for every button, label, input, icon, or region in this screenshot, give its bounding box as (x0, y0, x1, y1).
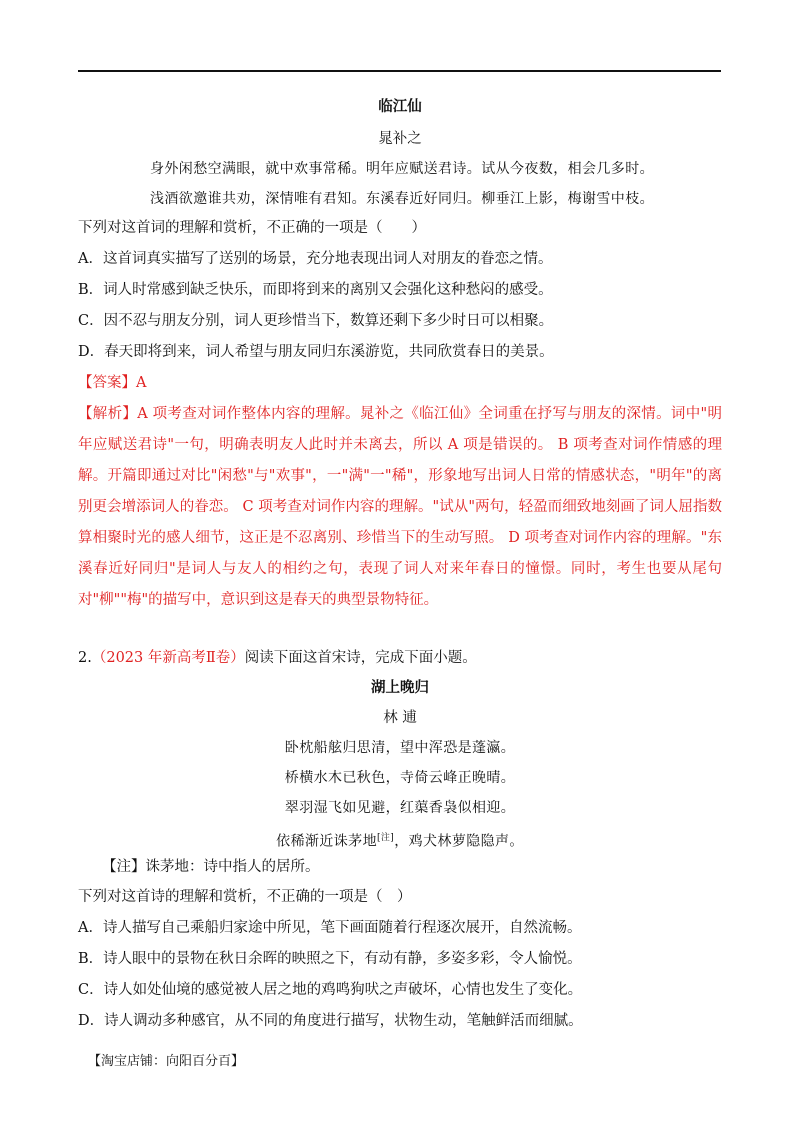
poem-line: 桥横水木已秋色，寺倚云峰正晚晴。 (284, 770, 516, 786)
analysis (78, 399, 722, 616)
poem-line: 卧枕船舷归思清，望中浑恐是蓬瀛。 (284, 740, 516, 756)
annotation-note: 【注】诛茅地：诗中指人的居所。 (102, 859, 320, 875)
note-marker: [注] (376, 833, 395, 843)
option-a: A．诗人描写自己乘船归家途中所见，笔下画面随着行程逐次展开，自然流畅。 (78, 920, 582, 936)
option-d: D．春天即将到来，词人希望与朋友同归东溪游览，共同欣赏春日的美景。 (78, 344, 554, 360)
analysis-text: A 项考查对词作整体内容的理解。晁补之《临江仙》全词重在抒写与朋友的深情。词中"明年应赋送君诗"一句，明确表明友人此时并未离去，所以 A 项是错误的。 B 项考查对词作情感的理解。开篇即通过对比"闲愁"与"欢事"，一"满"一"稀"，形象地写出词人日常的情感状态，"明年"的离别更会增添词人的眷恋。 C 项考查对词作内容的理解。"试从"两句，轻盈而细致地刻画了词人屈指数算相聚时光的感人细节，这正是不忍离别、珍惜当下的生动写照。 D 项考查对词作内容的理解。"东溪春近好同归"是词人与友人的相约之句，表现了词人对来年春日的憧憬。同时，考生也要从尾句对"柳""梅"的描写中，意识到这是春天的典型景物特征。 (78, 406, 722, 608)
header-rule (78, 70, 721, 72)
question-source: （2023 年新高考Ⅱ卷） (91, 650, 245, 666)
question-number: 2. (78, 650, 92, 666)
question-2-header (78, 648, 477, 668)
poem-author: 林 逋 (383, 710, 417, 726)
poem-title: 湖上晚归 (371, 679, 429, 696)
analysis-label: 【解析】 (78, 406, 138, 422)
question-intro: 阅读下面这首宋诗，完成下面小题。 (244, 650, 477, 666)
option-d: D．诗人调动多种感官，从不同的角度进行描写，状物生动，笔触鲜活而细腻。 (78, 1013, 583, 1029)
poem-line: 身外闲愁空满眼，就中欢事常稀。明年应赋送君诗。试从今夜数，相会几多时。 (150, 161, 654, 177)
question-stem: 下列对这首词的理解和赏析，不正确的一项是（ ） (78, 220, 426, 236)
poem-line-part: 依稀渐近诛茅地 (276, 833, 377, 850)
answer: 【答案】A (78, 375, 147, 391)
option-c: C．因不忍与朋友分别，词人更珍惜当下，数算还剩下多少时日可以相聚。 (78, 313, 554, 329)
poem-title: 临江仙 (378, 98, 422, 115)
poem-line (0, 828, 800, 852)
option-a: A．这首词真实描写了送别的场景，充分地表现出词人对朋友的眷恋之情。 (78, 251, 553, 267)
poem-line: 翠羽湿飞如见避，红蕖香袅似相迎。 (284, 800, 516, 816)
footer-shop: 【淘宝店铺：向阳百分百】 (88, 1054, 245, 1069)
poem-line: 浅酒欲邀谁共劝，深情唯有君知。东溪春近好同归。柳垂江上影，梅谢雪中枝。 (150, 191, 654, 207)
option-b: B．诗人眼中的景物在秋日余晖的映照之下，有动有静，多姿多彩，令人愉悦。 (78, 951, 582, 967)
question-stem: 下列对这首诗的理解和赏析，不正确的一项是（ ） (78, 889, 412, 905)
option-c: C．诗人如处仙境的感觉被人居之地的鸡鸣狗吠之声破坏，心情也发生了变化。 (78, 982, 583, 998)
option-b: B．词人时常感到缺乏快乐，而即将到来的离别又会强化这种愁闷的感受。 (78, 282, 553, 298)
poem-author: 晁补之 (378, 131, 422, 147)
poem-line-part: ，鸡犬林萝隐隐声。 (394, 833, 524, 850)
